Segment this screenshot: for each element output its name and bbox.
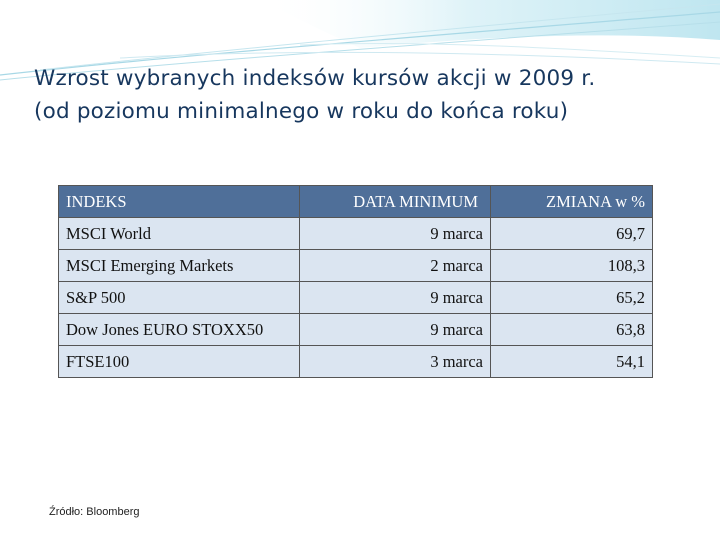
source-note: Źródło: Bloomberg (49, 506, 140, 518)
cell-change: 63,8 (491, 314, 653, 346)
cell-change: 108,3 (491, 250, 653, 282)
cell-date: 9 marca (300, 314, 491, 346)
table-row (59, 314, 653, 346)
cell-date: 3 marca (300, 346, 491, 378)
table-header-row (59, 186, 653, 218)
table-row (59, 282, 653, 314)
table-row (59, 250, 653, 282)
slide-title-line-1: Wzrost wybranych indeksów kursów akcji w 2009 r. (34, 66, 596, 91)
cell-index: MSCI Emerging Markets (59, 250, 300, 282)
cell-date: 9 marca (300, 282, 491, 314)
header-date-minimum: DATA MINIMUM (300, 186, 491, 218)
slide-title-line-2: (od poziomu minimalnego w roku do końca roku) (34, 99, 569, 124)
cell-change: 69,7 (491, 218, 653, 250)
cell-date: 9 marca (300, 218, 491, 250)
table-row (59, 346, 653, 378)
header-index: INDEKS (59, 186, 300, 218)
cell-index: FTSE100 (59, 346, 300, 378)
cell-change: 54,1 (491, 346, 653, 378)
cell-index: Dow Jones EURO STOXX50 (59, 314, 300, 346)
cell-index: S&P 500 (59, 282, 300, 314)
cell-change: 65,2 (491, 282, 653, 314)
cell-date: 2 marca (300, 250, 491, 282)
table-row (59, 218, 653, 250)
slide-title (34, 62, 694, 128)
header-change-percent: ZMIANA w % (491, 186, 653, 218)
cell-index: MSCI World (59, 218, 300, 250)
index-growth-table (58, 185, 653, 378)
